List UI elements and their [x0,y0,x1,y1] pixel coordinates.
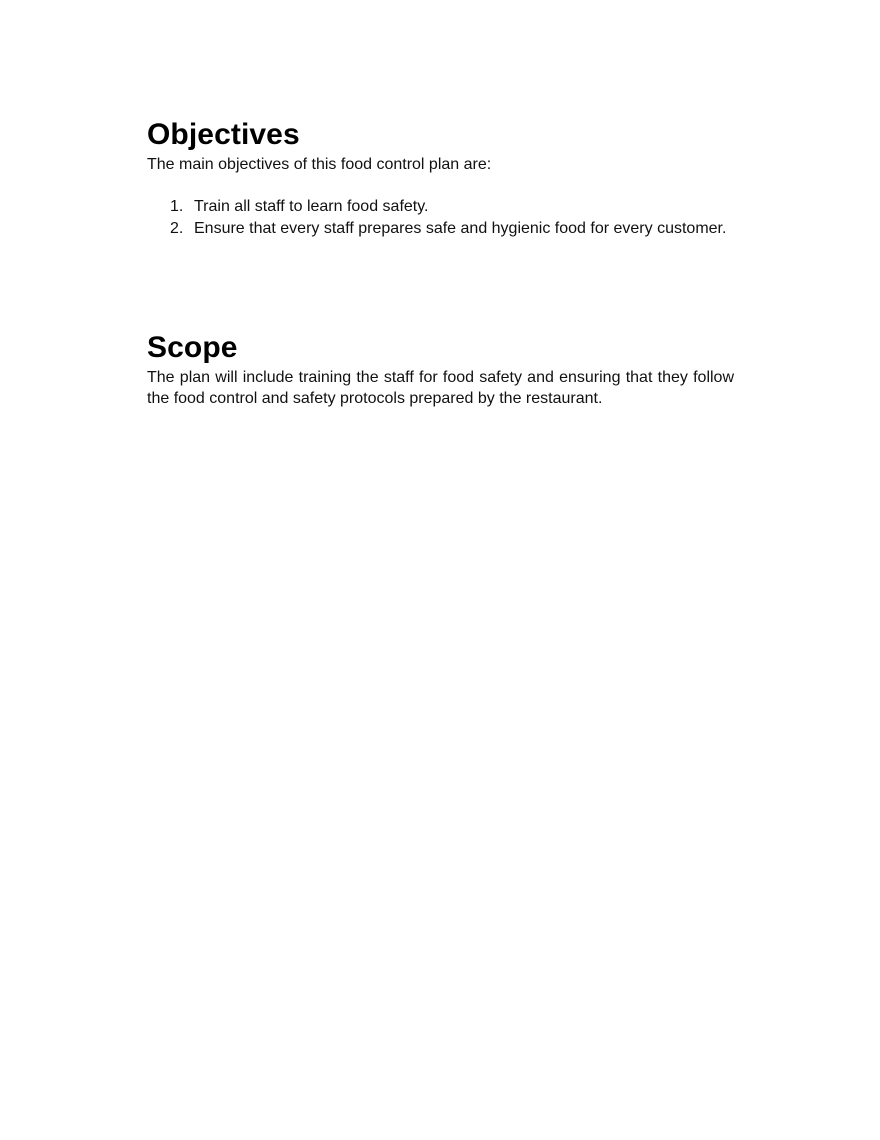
objectives-heading: Objectives [147,118,300,151]
list-item-text: Train all staff to learn food safety. [194,198,429,215]
list-item [147,218,734,240]
objectives-intro: The main objectives of this food control plan are: [147,156,492,173]
list-item-number: 1. [170,198,184,215]
scope-text: The plan will include training the staff for food safety and ensuring that they follow the food control and safety protocols prepared by the restaurant. [147,369,734,407]
list-item-number: 2. [170,220,184,237]
scope-heading: Scope [147,331,238,364]
list-item-text: Ensure that every staff prepares safe and hygienic food for every customer. [194,220,727,237]
objectives-list [147,196,734,240]
document-content [147,116,734,409]
list-item [147,196,734,218]
